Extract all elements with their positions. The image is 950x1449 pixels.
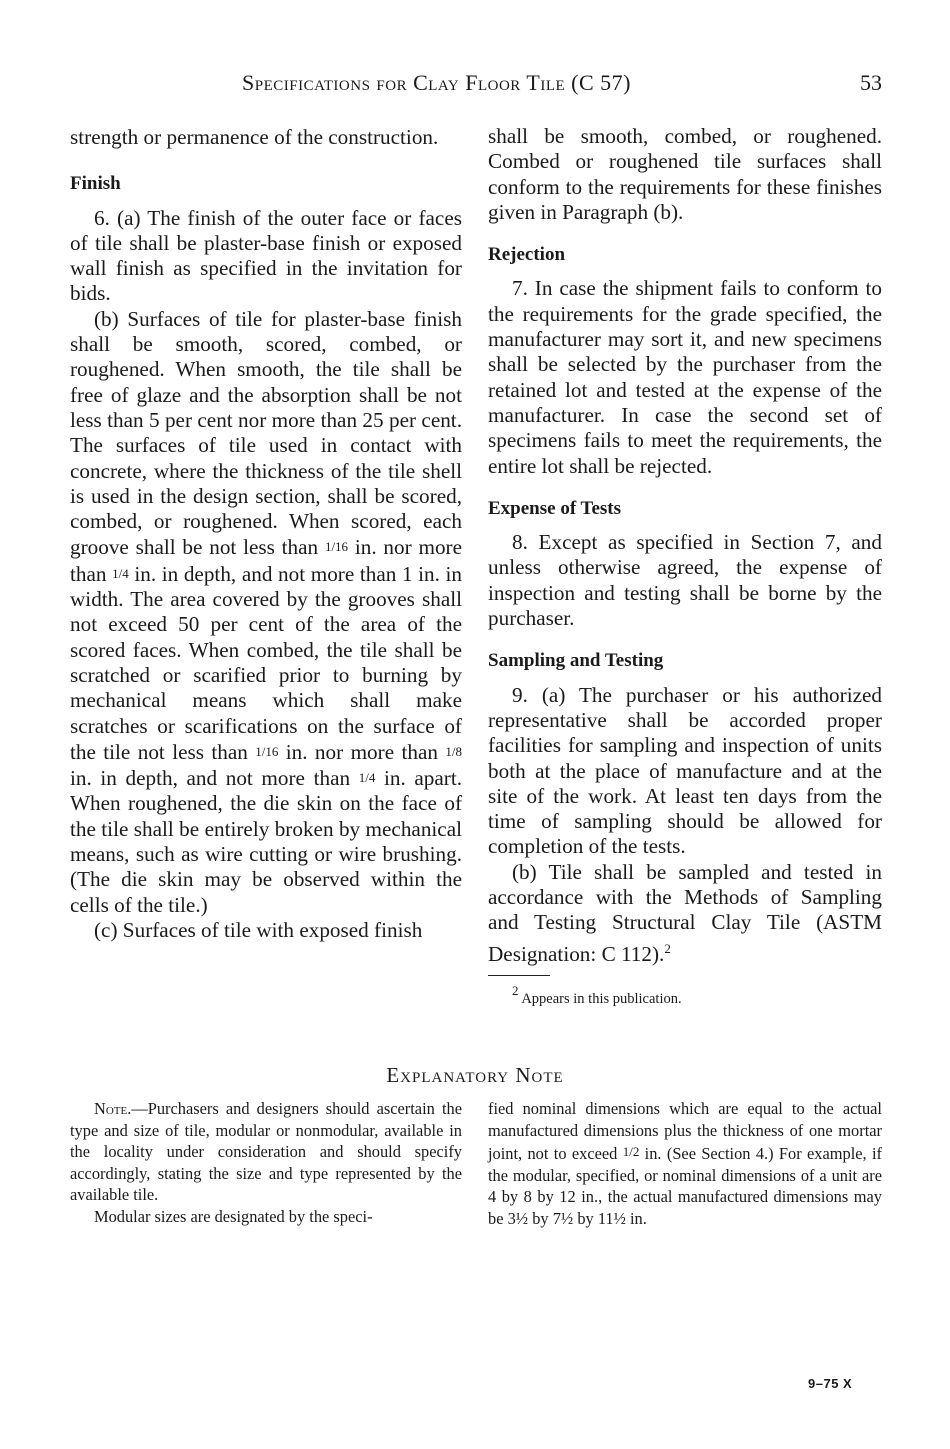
p6b-text-3: in. in depth, and not more than 1 in. in width. The area covered by the grooves shall not exceed 50 per cent of the area of the scored faces. When combed, the tile shall be scratched or scarified prior to burning by mechanical means which shall make scratches or scarifications on the surface of the tile not less than [70, 561, 463, 764]
paragraph-6b [70, 307, 462, 918]
left-column [70, 125, 462, 943]
footnote-marker: 2 [512, 982, 519, 998]
note-right-column [488, 1098, 882, 1229]
fraction-1-8: 1/8 [445, 743, 462, 759]
section-heading-finish: Finish [70, 173, 121, 195]
paragraph-6c-continuation: shall be smooth, combed, or roughened. Combed or roughened tile surfaces shall conform to the requirements for these finishes given in Paragraph (b). [488, 124, 882, 224]
p6b-text-5: in. in depth, and not more than [70, 766, 351, 791]
p6b-text-4: in. nor more than [285, 739, 438, 764]
note-paragraph-2-start: Modular sizes are designated by the speci- [94, 1206, 373, 1226]
fraction-1-4: 1/4 [358, 770, 376, 786]
fraction-1-4: 1/4 [112, 565, 129, 581]
section-heading-rejection: Rejection [488, 244, 566, 266]
fraction-1-16: 1/16 [255, 743, 279, 759]
note-text-2c: in. [630, 1208, 647, 1228]
section-heading-sampling: Sampling and Testing [488, 650, 664, 672]
footnote-divider [488, 975, 550, 976]
dimension-2: 7½ [552, 1208, 574, 1228]
by-word: by [577, 1208, 594, 1228]
page-code: 9–75 X [808, 1376, 853, 1391]
dimension-3: 11½ [597, 1208, 626, 1228]
footnote-text: Appears in this publication. [521, 990, 682, 1007]
running-title: Specifications for Clay Floor Tile (C 57) [242, 70, 631, 95]
note-text-2a: fied nominal dimensions which are equal to the actual manufactured dimensions plus the thickness of one mortar joint, not to exceed [488, 1099, 882, 1163]
footnote [488, 982, 882, 1008]
paragraph-6a: 6. (a) The finish of the outer face or faces of tile shall be plaster-base finish or exposed wall finish as specified in the invitation for bids. [70, 205, 462, 306]
paragraph-8: 8. Except as specified in Section 7, and unless otherwise agreed, the expense of inspection and testing shall be borne by the purchaser. [488, 530, 882, 631]
note-paragraph-2-continuation [488, 1098, 882, 1229]
p6b-text-2: in. nor more than [70, 535, 462, 586]
fraction-1-16: 1/16 [324, 539, 349, 555]
note-text-1: —Purchasers and designers should ascertain the type and size of tile, modular or nonmodular, available in the locality under consideration and should specify accordingly, stating the size and type represented by the available tile. [70, 1099, 462, 1204]
section-heading-expense: Expense of Tests [488, 497, 622, 519]
footnote-reference: 2 [664, 940, 671, 956]
explanatory-note-title: Explanatory Note [386, 1063, 564, 1087]
continuation-paragraph: strength or permanence of the construction. [70, 125, 439, 149]
paragraph-7: 7. In case the shipment fails to conform to the requirements for the grade specified, the manufacturer may sort it, and new specimens shall be selected by the purchaser from the retained lot and tested at the expense of the manufacturer. In case the second set of specimens fails to meet the requirements, the entire lot shall be rejected. [488, 276, 882, 478]
p6b-text-1: (b) Surfaces of tile for plaster-base finish shall be smooth, scored, combed, or roughened. When smooth, the tile shall be free of glaze and the absorption shall be not less than 5 per cent nor more than 25 per cent. The surfaces of tile used in contact with concrete, where the thickness of the tile shell is used in the design section, shall be scored, combed, or roughened. When scored, each groove shall be not less than [70, 306, 462, 560]
right-column [488, 124, 882, 1008]
paragraph-9b [488, 860, 882, 967]
note-left-column [70, 1098, 462, 1227]
paragraph-9a: 9. (a) The purchaser or his authorized representative shall be accorded proper facilities for sampling and inspection of units both at the place of manufacture and at the site of the work. At least ten days from the time of sampling should be allowed for completion of the tests. [488, 682, 882, 859]
by-word: by [532, 1208, 549, 1228]
note-text-2b: in. (See Section 4.) For example, if the modular, specified, or nominal dimensions of a unit are 4 by 8 by 12 in., the actual manufactured dimensions may be [488, 1144, 882, 1228]
dimension-1: 3½ [507, 1208, 529, 1228]
paragraph-6c: (c) Surfaces of tile with exposed finish [94, 917, 423, 942]
p6b-text-6: in. apart. When roughened, the die skin on the face of the tile shall be entirely broken by mechanical means, such as wire cutting or wire brushing. (The die skin may be observed within the cells of the tile.) [70, 766, 463, 917]
page-number: 53 [860, 70, 882, 95]
page-header [0, 70, 950, 104]
fraction-1-2: 1/2 [622, 1144, 640, 1159]
p9b-text: (b) Tile shall be sampled and tested in accordance with the Methods of Sampling and Testing Structural Clay Tile (ASTM Designation: C 112). [488, 859, 882, 966]
note-label: Note. [94, 1099, 132, 1118]
note-paragraph-1 [70, 1098, 462, 1206]
